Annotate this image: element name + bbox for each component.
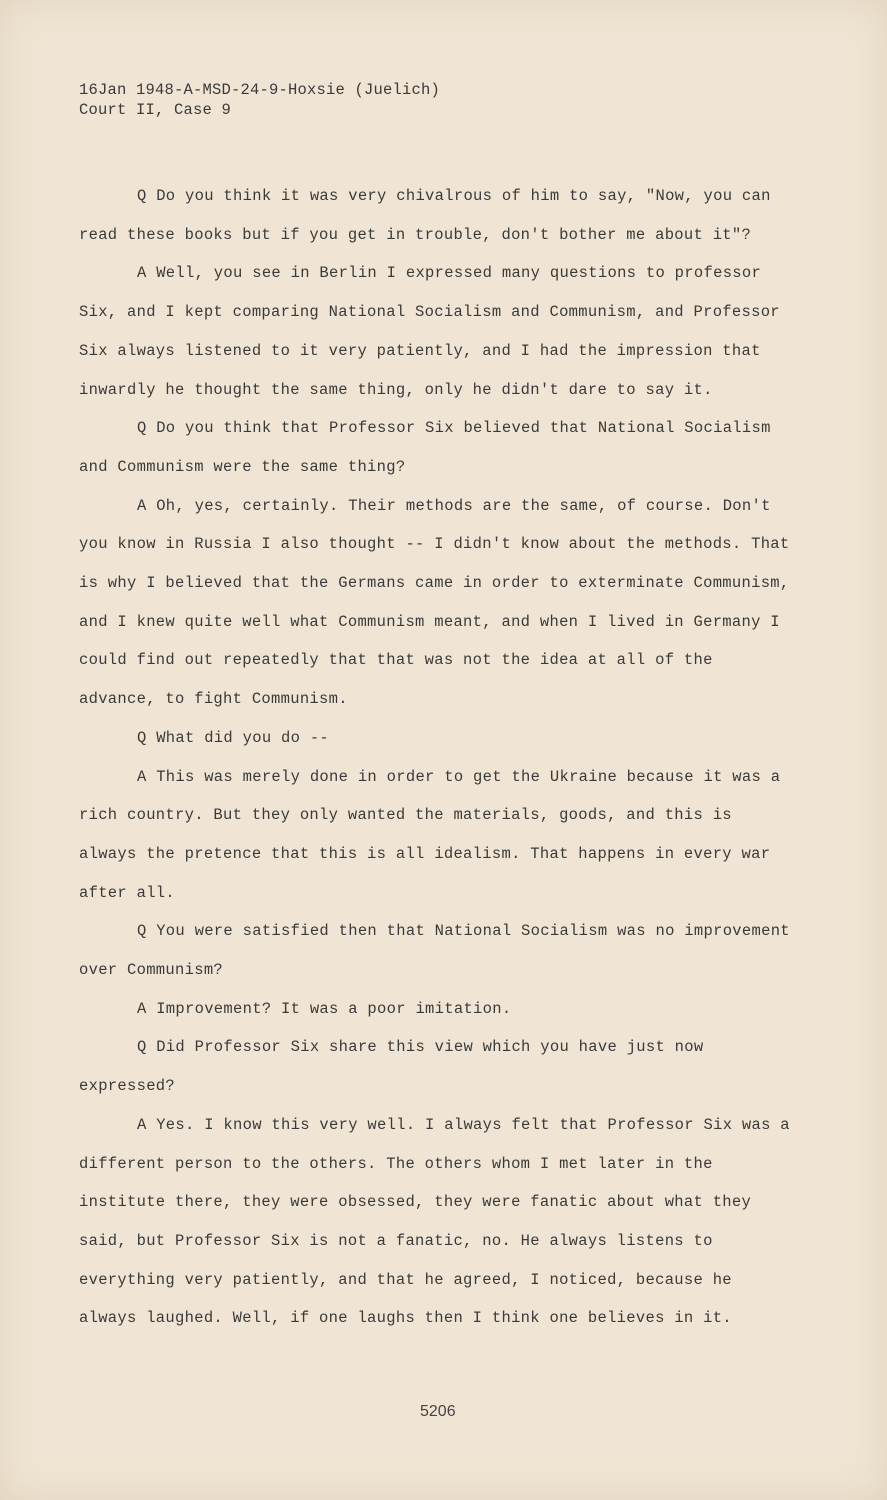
transcript-paragraph: A Yes. I know this very well. I always felt that Professor Six was a different person to the others. The others whom I met later in the institute there, they were obsessed, they were fanatic about what they said, but Professor Six is not a fanatic, no. He always listens to everything very patiently, and that he agreed, I noticed, because he always laughed. Well, if one laughs then I think one believes in it. [79, 1115, 790, 1328]
transcript-paragraph: A Well, you see in Berlin I expressed many questions to professor Six, and I kept comparing National Socialism and Communism, and Professor Six always listened to it very patiently, and I had the impression that inwardly he thought the same thing, only he didn't dare to say it. [79, 264, 780, 399]
transcript-paragraph: Q Do you think that Professor Six believed that National Socialism and Communism were the same thing? [79, 419, 771, 476]
transcript-paragraph: Q You were satisfied then that National Socialism was no improvement over Communism? [79, 922, 790, 980]
transcript-paragraph: A This was merely done in order to get the Ukraine because it was a rich country. But they only wanted the materials, goods, and this is always the pretence that this is all idealism. That happens in every war after all. [79, 767, 781, 902]
header-line-2: Court II, Case 9 [79, 101, 232, 119]
header-line-1: 16Jan 1948-A-MSD-24-9-Hoxsie (Juelich) [79, 81, 441, 99]
transcript-paragraph: A Improvement? It was a poor imitation. [137, 999, 512, 1018]
document-header [79, 80, 440, 120]
transcript-paragraph: Q Do you think it was very chivalrous of him to say, "Now, you can read these books but if you get in trouble, don't bother me about it"? [79, 187, 771, 244]
transcript-paragraph: Q Did Professor Six share this view which you have just now expressed? [79, 1038, 704, 1096]
transcript-paragraph: A Oh, yes, certainly. Their methods are the same, of course. Don't you know in Russia I also thought -- I didn't know about the methods. That is why I believed that the Germans came in order to exterminate Communism, and I knew quite well what Communism meant, and when I lived in Germany I could find out repeatedly that that was not the idea at all of the advance, to fight Communism. [79, 496, 790, 709]
page-number: 5206 [420, 1403, 456, 1420]
transcript-body [79, 177, 799, 1338]
transcript-paragraph: Q What did you do -- [137, 728, 330, 747]
